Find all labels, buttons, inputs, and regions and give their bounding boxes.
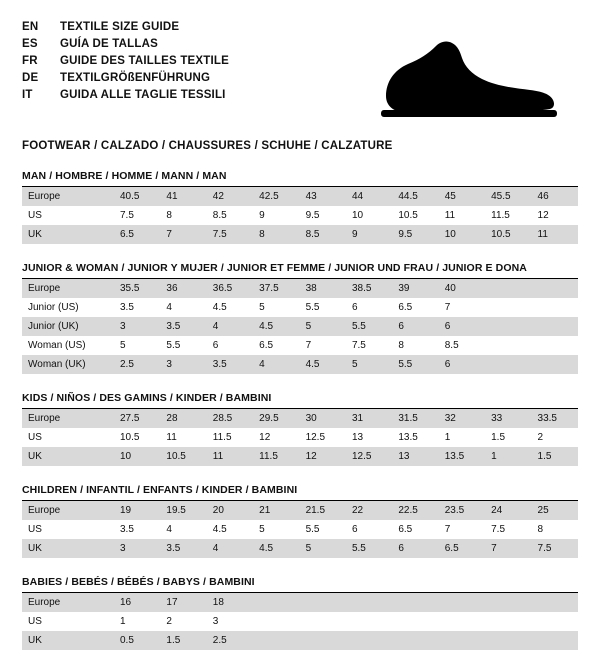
size-cell: 13.5 bbox=[439, 447, 485, 466]
size-cell: 1 bbox=[485, 447, 531, 466]
size-cell-empty bbox=[532, 279, 578, 298]
category-title: FOOTWEAR / CALZADO / CHAUSSURES / SCHUHE / CALZATURE bbox=[22, 140, 393, 152]
size-cell: 13 bbox=[392, 447, 438, 466]
size-cell: 12 bbox=[537, 210, 549, 221]
size-cell-empty bbox=[346, 631, 392, 650]
size-cell-empty bbox=[485, 336, 531, 355]
size-cell: 45 bbox=[439, 187, 485, 206]
size-cell: 11 bbox=[444, 210, 456, 221]
table-row bbox=[22, 539, 578, 558]
size-cell: 6 bbox=[351, 524, 358, 535]
size-cell: 13.5 bbox=[398, 432, 418, 443]
language-code: FR bbox=[22, 54, 38, 67]
size-cell: 7 bbox=[160, 225, 206, 244]
size-table-body bbox=[22, 409, 578, 466]
size-cell-empty bbox=[439, 593, 485, 612]
language-row bbox=[22, 35, 229, 52]
row-label: Woman (UK) bbox=[22, 355, 114, 374]
size-cell: 6 bbox=[439, 355, 485, 374]
size-cell-empty bbox=[439, 612, 485, 631]
size-cell: 3.5 bbox=[160, 539, 206, 558]
size-cell-empty bbox=[532, 317, 578, 336]
size-cell: 43 bbox=[300, 187, 346, 206]
size-cell-empty bbox=[300, 631, 346, 650]
size-cell: 7.5 bbox=[207, 225, 253, 244]
row-label: UK bbox=[22, 225, 114, 244]
group-title: KIDS / NIÑOS / DES GAMINS / KINDER / BAMBINI bbox=[22, 392, 272, 404]
size-cell: 5 bbox=[300, 317, 346, 336]
size-cell: 3.5 bbox=[160, 317, 206, 336]
size-cell: 5 bbox=[120, 340, 126, 351]
size-cell: 36 bbox=[160, 279, 206, 298]
size-cell: 3.5 bbox=[120, 302, 134, 313]
size-cell: 29.5 bbox=[253, 409, 299, 428]
size-cell: 10.5 bbox=[120, 432, 140, 443]
table-row bbox=[22, 501, 578, 520]
size-cell: 1.5 bbox=[160, 631, 206, 650]
size-cell: 6 bbox=[392, 317, 438, 336]
size-table-kids bbox=[22, 409, 578, 466]
group-title: JUNIOR & WOMAN / JUNIOR Y MUJER / JUNIOR ET FEMME / JUNIOR UND FRAU / JUNIOR E DONA bbox=[22, 262, 527, 274]
size-cell: 6.5 bbox=[439, 539, 485, 558]
size-cell: 10.5 bbox=[398, 210, 418, 221]
size-cell: 9 bbox=[259, 210, 265, 221]
size-cell: 44.5 bbox=[392, 187, 438, 206]
size-cell: 11.5 bbox=[253, 447, 299, 466]
size-cell: 8.5 bbox=[444, 340, 459, 351]
table-row bbox=[22, 279, 578, 298]
size-cell: 40 bbox=[439, 279, 485, 298]
size-cell-empty bbox=[346, 612, 392, 631]
size-cell: 6.5 bbox=[114, 225, 160, 244]
size-group-junior-woman bbox=[22, 262, 578, 374]
row-label: Europe bbox=[22, 593, 114, 612]
size-cell: 5.5 bbox=[346, 317, 392, 336]
size-cell-empty bbox=[300, 612, 346, 631]
size-cell: 28.5 bbox=[207, 409, 253, 428]
language-code: IT bbox=[22, 88, 33, 101]
table-row bbox=[22, 298, 578, 317]
size-cell: 30 bbox=[300, 409, 346, 428]
size-cell: 40.5 bbox=[114, 187, 160, 206]
size-cell: 20 bbox=[207, 501, 253, 520]
size-cell: 8 bbox=[398, 340, 404, 351]
size-cell: 2.5 bbox=[207, 631, 253, 650]
size-cell: 45.5 bbox=[485, 187, 531, 206]
size-cell: 8.5 bbox=[212, 210, 227, 221]
size-table-body bbox=[22, 593, 578, 650]
size-cell-empty bbox=[485, 593, 531, 612]
size-cell: 3.5 bbox=[120, 524, 134, 535]
language-row bbox=[22, 18, 229, 35]
size-cell-empty bbox=[439, 631, 485, 650]
size-cell: 4.5 bbox=[300, 355, 346, 374]
table-row bbox=[22, 355, 578, 374]
size-table-children bbox=[22, 501, 578, 558]
row-label: US bbox=[28, 616, 42, 627]
size-cell-empty bbox=[485, 298, 531, 317]
size-cell-empty bbox=[532, 336, 578, 355]
size-cell: 8 bbox=[253, 225, 299, 244]
size-cell: 8.5 bbox=[300, 225, 346, 244]
size-cell: 7 bbox=[485, 539, 531, 558]
row-label: US bbox=[28, 524, 42, 535]
size-cell: 13 bbox=[351, 432, 364, 443]
size-cell: 1.5 bbox=[491, 432, 506, 443]
row-label: Europe bbox=[22, 409, 114, 428]
size-cell: 10.5 bbox=[485, 225, 531, 244]
group-title: MAN / HOMBRE / HOMME / MANN / MAN bbox=[22, 170, 227, 182]
size-cell: 25 bbox=[532, 501, 578, 520]
size-cell: 42 bbox=[207, 187, 253, 206]
size-table-man bbox=[22, 187, 578, 244]
size-cell: 7 bbox=[305, 340, 312, 351]
size-cell: 22.5 bbox=[392, 501, 438, 520]
size-cell: 12 bbox=[259, 432, 271, 443]
size-cell: 9.5 bbox=[305, 210, 320, 221]
size-cell: 5.5 bbox=[166, 340, 181, 351]
size-cell-empty bbox=[300, 593, 346, 612]
group-title: BABIES / BEBÉS / BÉBÉS / BABYS / BAMBINI bbox=[22, 576, 255, 588]
row-label: Junior (UK) bbox=[22, 317, 114, 336]
size-cell: 37.5 bbox=[253, 279, 299, 298]
size-cell: 1 bbox=[444, 432, 451, 443]
size-cell: 9 bbox=[346, 225, 392, 244]
size-cell-empty bbox=[532, 631, 578, 650]
size-cell: 6 bbox=[439, 317, 485, 336]
size-cell-empty bbox=[253, 612, 299, 631]
size-table-body bbox=[22, 501, 578, 558]
size-cell: 16 bbox=[114, 593, 160, 612]
size-cell: 6.5 bbox=[398, 524, 413, 535]
size-cell: 44 bbox=[346, 187, 392, 206]
size-cell: 24 bbox=[485, 501, 531, 520]
size-group-children bbox=[22, 484, 578, 558]
size-cell: 7.5 bbox=[532, 539, 578, 558]
size-cell-empty bbox=[485, 355, 531, 374]
size-cell: 3 bbox=[212, 616, 219, 627]
document-header bbox=[22, 18, 578, 122]
size-cell: 5.5 bbox=[392, 355, 438, 374]
dress-shoe-icon bbox=[368, 30, 568, 122]
size-cell: 7 bbox=[444, 302, 451, 313]
size-cell: 2 bbox=[166, 616, 172, 627]
table-row bbox=[22, 225, 578, 244]
size-cell-empty bbox=[392, 593, 438, 612]
size-cell-empty bbox=[392, 612, 438, 631]
size-cell-empty bbox=[532, 355, 578, 374]
size-cell: 6 bbox=[212, 340, 219, 351]
group-title: CHILDREN / INFANTIL / ENFANTS / KINDER / BAMBINI bbox=[22, 484, 298, 496]
size-cell: 5 bbox=[300, 539, 346, 558]
size-cell-empty bbox=[532, 298, 578, 317]
size-table-body bbox=[22, 279, 578, 374]
size-cell: 11 bbox=[207, 447, 253, 466]
size-cell: 12.5 bbox=[346, 447, 392, 466]
language-title: GUÍA DE TALLAS bbox=[60, 37, 158, 50]
size-cell-empty bbox=[253, 631, 299, 650]
row-label: UK bbox=[22, 539, 114, 558]
size-cell: 38.5 bbox=[346, 279, 392, 298]
size-cell-empty bbox=[485, 279, 531, 298]
table-row bbox=[22, 187, 578, 206]
row-label: Europe bbox=[22, 279, 114, 298]
size-cell: 11.5 bbox=[491, 210, 510, 221]
size-group-kids bbox=[22, 392, 578, 466]
size-cell: 38 bbox=[300, 279, 346, 298]
size-table-body bbox=[22, 187, 578, 244]
language-title: TEXTILGRÖßENFÜHRUNG bbox=[60, 71, 211, 84]
size-cell: 27.5 bbox=[114, 409, 160, 428]
size-cell: 5.5 bbox=[305, 524, 320, 535]
table-row bbox=[22, 317, 578, 336]
size-cell: 8 bbox=[537, 524, 544, 535]
size-cell: 19.5 bbox=[160, 501, 206, 520]
size-cell: 31.5 bbox=[392, 409, 438, 428]
size-cell: 5 bbox=[259, 524, 265, 535]
size-cell: 3 bbox=[160, 355, 206, 374]
size-cell: 11 bbox=[166, 432, 177, 443]
size-table-junior-woman bbox=[22, 279, 578, 374]
size-cell: 12.5 bbox=[305, 432, 326, 443]
table-row bbox=[22, 409, 578, 428]
size-cell: 6.5 bbox=[259, 340, 274, 351]
size-cell: 4.5 bbox=[253, 539, 299, 558]
size-cell: 3 bbox=[114, 317, 160, 336]
language-row bbox=[22, 69, 229, 86]
size-cell: 11.5 bbox=[212, 432, 232, 443]
size-cell: 4 bbox=[207, 317, 253, 336]
size-cell: 4.5 bbox=[212, 302, 227, 313]
size-cell: 4.5 bbox=[253, 317, 299, 336]
size-cell: 4 bbox=[166, 524, 172, 535]
language-title: GUIDA ALLE TAGLIE TESSILI bbox=[60, 88, 226, 101]
size-cell: 18 bbox=[207, 593, 253, 612]
size-cell: 6.5 bbox=[398, 302, 413, 313]
language-row bbox=[22, 52, 229, 69]
size-cell: 17 bbox=[160, 593, 206, 612]
size-cell: 1.5 bbox=[532, 447, 578, 466]
size-cell: 4 bbox=[207, 539, 253, 558]
size-cell-empty bbox=[532, 612, 578, 631]
row-label: Europe bbox=[22, 501, 114, 520]
row-label: UK bbox=[22, 631, 114, 650]
size-group-man bbox=[22, 170, 578, 244]
language-title-list-body bbox=[22, 18, 229, 103]
size-cell: 2 bbox=[537, 432, 544, 443]
language-title-list bbox=[22, 18, 229, 103]
size-cell: 3.5 bbox=[207, 355, 253, 374]
size-cell-empty bbox=[532, 593, 578, 612]
language-row bbox=[22, 86, 229, 103]
size-cell: 3 bbox=[114, 539, 160, 558]
size-cell: 7.5 bbox=[120, 210, 134, 221]
size-cell: 35.5 bbox=[114, 279, 160, 298]
size-cell: 5 bbox=[346, 355, 392, 374]
size-cell: 10.5 bbox=[160, 447, 206, 466]
size-cell: 4 bbox=[166, 302, 172, 313]
size-cell-empty bbox=[392, 631, 438, 650]
size-cell: 11 bbox=[532, 225, 578, 244]
table-row bbox=[22, 612, 578, 631]
size-cell: 6 bbox=[392, 539, 438, 558]
row-label: US bbox=[28, 210, 42, 221]
size-group-babies bbox=[22, 576, 578, 650]
language-code: ES bbox=[22, 37, 38, 50]
size-cell: 42.5 bbox=[253, 187, 299, 206]
size-table-babies bbox=[22, 593, 578, 650]
size-cell: 0.5 bbox=[114, 631, 160, 650]
size-cell-empty bbox=[485, 631, 531, 650]
table-row bbox=[22, 206, 578, 225]
size-cell: 31 bbox=[346, 409, 392, 428]
size-cell: 39 bbox=[392, 279, 438, 298]
size-cell: 10 bbox=[439, 225, 485, 244]
table-row bbox=[22, 336, 578, 355]
size-cell: 9.5 bbox=[392, 225, 438, 244]
table-row bbox=[22, 447, 578, 466]
size-cell-empty bbox=[485, 317, 531, 336]
size-cell: 2.5 bbox=[114, 355, 160, 374]
size-cell: 5 bbox=[259, 302, 265, 313]
size-cell: 5.5 bbox=[305, 302, 320, 313]
table-row bbox=[22, 631, 578, 650]
size-cell: 1 bbox=[120, 616, 126, 627]
size-cell: 7.5 bbox=[491, 524, 506, 535]
size-cell: 28 bbox=[160, 409, 206, 428]
size-cell: 23.5 bbox=[439, 501, 485, 520]
size-cell: 46 bbox=[532, 187, 578, 206]
size-cell: 19 bbox=[114, 501, 160, 520]
row-label: UK bbox=[22, 447, 114, 466]
size-cell: 7.5 bbox=[351, 340, 366, 351]
language-title: TEXTILE SIZE GUIDE bbox=[60, 20, 180, 33]
language-code: EN bbox=[22, 20, 39, 33]
size-cell: 10 bbox=[114, 447, 160, 466]
size-cell: 8 bbox=[166, 210, 172, 221]
size-cell: 21 bbox=[253, 501, 299, 520]
size-cell: 7 bbox=[444, 524, 451, 535]
size-cell: 10 bbox=[351, 210, 364, 221]
row-label: US bbox=[28, 432, 42, 443]
language-code: DE bbox=[22, 71, 39, 84]
row-label: Junior (US) bbox=[28, 302, 79, 313]
language-title: GUIDE DES TAILLES TEXTILE bbox=[60, 54, 229, 67]
size-cell: 33 bbox=[485, 409, 531, 428]
size-cell: 33.5 bbox=[532, 409, 578, 428]
size-cell-empty bbox=[253, 593, 299, 612]
size-cell: 21.5 bbox=[300, 501, 346, 520]
size-cell: 41 bbox=[160, 187, 206, 206]
size-cell: 5.5 bbox=[346, 539, 392, 558]
size-cell-empty bbox=[346, 593, 392, 612]
size-cell: 32 bbox=[439, 409, 485, 428]
size-cell: 22 bbox=[346, 501, 392, 520]
table-row bbox=[22, 520, 578, 539]
size-cell: 12 bbox=[300, 447, 346, 466]
table-row bbox=[22, 428, 578, 447]
row-label: Europe bbox=[22, 187, 114, 206]
size-cell: 36.5 bbox=[207, 279, 253, 298]
size-cell: 6 bbox=[351, 302, 358, 313]
size-cell: 4 bbox=[253, 355, 299, 374]
size-cell: 4.5 bbox=[212, 524, 227, 535]
table-row bbox=[22, 593, 578, 612]
size-cell-empty bbox=[485, 612, 531, 631]
row-label: Woman (US) bbox=[28, 340, 86, 351]
